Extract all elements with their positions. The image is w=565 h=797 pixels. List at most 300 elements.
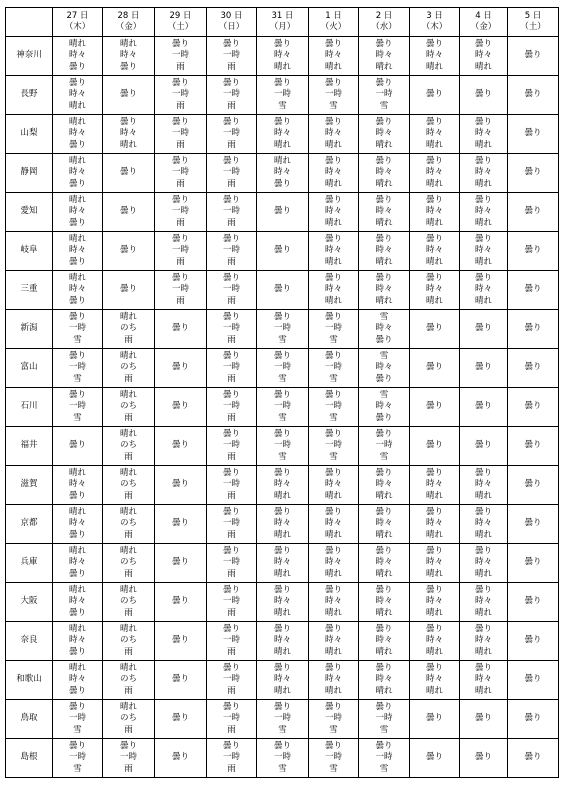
forecast-text: 曇り 一時 雨 [222, 311, 240, 345]
table-row [6, 505, 559, 544]
date-day: 5 日 [524, 10, 542, 21]
prefecture-name: 和歌山 [6, 661, 53, 700]
forecast-text: 曇り [171, 401, 189, 412]
forecast-text: 曇り [68, 440, 86, 451]
forecast-text: 曇り 一時 雪 [273, 389, 291, 423]
forecast-text: 曇り 時々 晴れ [273, 116, 291, 150]
date-day: 28 日 [117, 10, 140, 21]
forecast-cell [309, 505, 359, 544]
forecast-cell [508, 232, 559, 271]
forecast-text: 曇り [425, 362, 443, 373]
forecast-text: 曇り 一時 雪 [375, 77, 393, 111]
forecast-cell [460, 388, 508, 427]
forecast-text: 曇り [474, 401, 492, 412]
forecast-text: 曇り [171, 323, 189, 334]
corner-cell [6, 8, 53, 37]
forecast-cell [103, 622, 155, 661]
date-header-cell [257, 8, 309, 37]
prefecture-name: 神奈川 [6, 37, 53, 76]
forecast-cell [207, 310, 257, 349]
forecast-cell [257, 739, 309, 778]
forecast-text: 曇り 時々 晴れ [324, 584, 342, 618]
table-header [6, 8, 559, 37]
forecast-text: 曇り 時々 晴れ [273, 38, 291, 72]
forecast-text: 晴れ のち 雨 [119, 428, 137, 462]
forecast-cell [410, 505, 460, 544]
forecast-cell [508, 115, 559, 154]
forecast-cell [410, 583, 460, 622]
forecast-cell [207, 193, 257, 232]
forecast-cell [53, 271, 103, 310]
table-row [6, 37, 559, 76]
forecast-cell [207, 700, 257, 739]
forecast-text: 曇り [425, 89, 443, 100]
forecast-cell [53, 583, 103, 622]
forecast-text: 曇り 一時 雨 [222, 233, 240, 267]
forecast-cell [460, 661, 508, 700]
forecast-cell [359, 232, 410, 271]
date-weekday: （水） [371, 22, 397, 32]
forecast-cell [257, 661, 309, 700]
forecast-text: 曇り 一時 雨 [222, 116, 240, 150]
forecast-text: 曇り 一時 雨 [222, 584, 240, 618]
table-row [6, 622, 559, 661]
forecast-cell [410, 76, 460, 115]
forecast-cell [257, 232, 309, 271]
forecast-text: 曇り 一時 雪 [273, 740, 291, 774]
forecast-text: 曇り [119, 167, 137, 178]
forecast-cell [53, 544, 103, 583]
forecast-text: 曇り 一時 雪 [324, 389, 342, 423]
forecast-cell [155, 37, 207, 76]
forecast-cell [155, 310, 207, 349]
table-row [6, 544, 559, 583]
forecast-text: 晴れ 時々 曇り [68, 272, 86, 306]
forecast-text: 曇り [524, 674, 542, 685]
forecast-text: 曇り 一時 雪 [375, 428, 393, 462]
forecast-text: 曇り 時々 晴れ [425, 545, 443, 579]
forecast-cell [508, 466, 559, 505]
forecast-text: 曇り 一時 雨 [222, 350, 240, 384]
forecast-cell [53, 739, 103, 778]
forecast-text: 曇り 時々 晴れ [474, 155, 492, 189]
forecast-cell [460, 232, 508, 271]
forecast-cell [508, 544, 559, 583]
forecast-cell [359, 661, 410, 700]
forecast-cell [257, 37, 309, 76]
forecast-text: 曇り 一時 雨 [222, 77, 240, 111]
forecast-text: 曇り [524, 167, 542, 178]
forecast-text: 曇り 時々 晴れ [375, 662, 393, 696]
forecast-text: 曇り 時々 晴れ [68, 77, 86, 111]
forecast-text: 曇り [524, 401, 542, 412]
weather-forecast-table [5, 7, 559, 778]
forecast-cell [309, 739, 359, 778]
forecast-cell [508, 739, 559, 778]
forecast-cell [460, 271, 508, 310]
forecast-text: 曇り 時々 晴れ [474, 194, 492, 228]
forecast-text: 曇り [474, 440, 492, 451]
forecast-cell [53, 388, 103, 427]
forecast-text: 雪 時々 曇り [375, 350, 393, 384]
forecast-cell [257, 193, 309, 232]
forecast-text: 曇り [524, 323, 542, 334]
forecast-cell [359, 505, 410, 544]
prefecture-name: 京都 [6, 505, 53, 544]
forecast-text: 曇り 時々 晴れ [375, 194, 393, 228]
forecast-cell [410, 466, 460, 505]
forecast-cell [103, 739, 155, 778]
date-day: 2 日 [375, 10, 393, 21]
forecast-text: 曇り 時々 晴れ [324, 233, 342, 267]
forecast-cell [309, 661, 359, 700]
forecast-text: 曇り 一時 雨 [171, 272, 189, 306]
forecast-cell [103, 193, 155, 232]
forecast-text: 曇り 一時 雪 [375, 740, 393, 774]
forecast-text: 晴れ 時々 曇り [119, 38, 137, 72]
forecast-cell [508, 37, 559, 76]
forecast-text: 曇り 時々 晴れ [273, 545, 291, 579]
forecast-text: 曇り 時々 晴れ [375, 623, 393, 657]
forecast-cell [103, 349, 155, 388]
forecast-text: 曇り [425, 323, 443, 334]
forecast-text: 曇り 時々 晴れ [474, 584, 492, 618]
forecast-cell [460, 310, 508, 349]
forecast-text: 曇り 時々 晴れ [375, 116, 393, 150]
prefecture-name: 静岡 [6, 154, 53, 193]
date-header-cell [508, 8, 559, 37]
forecast-cell [410, 661, 460, 700]
prefecture-name: 長野 [6, 76, 53, 115]
forecast-text: 曇り 一時 雨 [222, 428, 240, 462]
forecast-cell [359, 115, 410, 154]
forecast-text: 曇り 時々 晴れ [375, 467, 393, 501]
forecast-text: 曇り 一時 雨 [222, 272, 240, 306]
forecast-text: 晴れ のち 雨 [119, 467, 137, 501]
forecast-text: 曇り 時々 晴れ [474, 662, 492, 696]
forecast-cell [155, 427, 207, 466]
forecast-text: 曇り [524, 635, 542, 646]
forecast-text: 曇り [524, 596, 542, 607]
forecast-cell [508, 193, 559, 232]
date-header-cell [207, 8, 257, 37]
forecast-text: 曇り 時々 晴れ [375, 584, 393, 618]
date-header-cell [309, 8, 359, 37]
forecast-cell [207, 739, 257, 778]
forecast-cell [410, 349, 460, 388]
date-weekday: （木） [64, 22, 91, 32]
forecast-cell [460, 700, 508, 739]
forecast-text: 曇り 時々 晴れ [474, 467, 492, 501]
forecast-cell [53, 76, 103, 115]
forecast-cell [53, 232, 103, 271]
forecast-text: 曇り 時々 晴れ [474, 233, 492, 267]
forecast-text: 曇り [524, 362, 542, 373]
forecast-text: 曇り [524, 518, 542, 529]
forecast-text: 晴れ のち 雨 [119, 584, 137, 618]
forecast-text: 雪 時々 曇り [375, 389, 393, 423]
forecast-text: 曇り 時々 晴れ [375, 545, 393, 579]
forecast-cell [460, 193, 508, 232]
forecast-cell [508, 76, 559, 115]
forecast-text: 曇り 一時 雨 [222, 194, 240, 228]
table-row [6, 154, 559, 193]
forecast-text: 曇り 一時 雨 [171, 233, 189, 267]
forecast-text: 晴れ 時々 曇り [273, 155, 291, 189]
forecast-text: 曇り 一時 雨 [222, 545, 240, 579]
forecast-text: 曇り 時々 晴れ [324, 116, 342, 150]
forecast-text: 曇り 時々 晴れ [425, 584, 443, 618]
forecast-text: 晴れ のち 雨 [119, 350, 137, 384]
forecast-text: 曇り 時々 晴れ [273, 662, 291, 696]
table-body [6, 37, 559, 778]
forecast-cell [53, 349, 103, 388]
forecast-cell [207, 427, 257, 466]
forecast-text: 曇り [171, 713, 189, 724]
forecast-cell [257, 349, 309, 388]
prefecture-name: 滋賀 [6, 466, 53, 505]
forecast-text: 曇り 時々 晴れ [273, 467, 291, 501]
forecast-cell [508, 700, 559, 739]
date-header-cell [359, 8, 410, 37]
forecast-cell [508, 583, 559, 622]
forecast-cell [508, 154, 559, 193]
forecast-cell [359, 349, 410, 388]
forecast-text: 曇り 時々 晴れ [425, 623, 443, 657]
forecast-text: 雪 時々 曇り [375, 311, 393, 345]
forecast-text: 曇り [425, 401, 443, 412]
forecast-cell [207, 583, 257, 622]
forecast-text: 曇り 一時 雪 [324, 701, 342, 735]
forecast-cell [155, 583, 207, 622]
forecast-cell [410, 37, 460, 76]
forecast-text: 曇り 時々 晴れ [273, 623, 291, 657]
forecast-text: 曇り 時々 晴れ [474, 623, 492, 657]
forecast-text: 曇り 一時 雪 [273, 701, 291, 735]
forecast-text: 曇り 一時 雨 [222, 38, 240, 72]
forecast-cell [309, 115, 359, 154]
forecast-text: 曇り [171, 557, 189, 568]
forecast-cell [508, 661, 559, 700]
date-day: 30 日 [220, 10, 243, 21]
forecast-cell [257, 115, 309, 154]
forecast-text: 曇り [524, 206, 542, 217]
forecast-text: 晴れ 時々 曇り [68, 584, 86, 618]
forecast-cell [410, 622, 460, 661]
prefecture-name: 愛知 [6, 193, 53, 232]
date-header-cell [460, 8, 508, 37]
date-weekday: （木） [421, 22, 448, 32]
table-row [6, 466, 559, 505]
forecast-text: 晴れ のち 雨 [119, 389, 137, 423]
date-weekday: （月） [269, 22, 296, 32]
forecast-text: 曇り 時々 晴れ [375, 38, 393, 72]
forecast-text: 晴れ 時々 曇り [68, 662, 86, 696]
forecast-text: 晴れ 時々 曇り [68, 155, 86, 189]
prefecture-name: 大阪 [6, 583, 53, 622]
forecast-cell [103, 700, 155, 739]
date-weekday: （金） [470, 22, 497, 32]
forecast-cell [309, 349, 359, 388]
forecast-text: 曇り [474, 362, 492, 373]
forecast-cell [207, 544, 257, 583]
forecast-text: 曇り [119, 206, 137, 217]
forecast-text: 曇り 時々 晴れ [324, 623, 342, 657]
prefecture-name: 鳥取 [6, 700, 53, 739]
forecast-text: 曇り [171, 518, 189, 529]
table-row [6, 76, 559, 115]
forecast-text: 曇り 一時 雨 [222, 662, 240, 696]
forecast-text: 曇り 時々 晴れ [375, 272, 393, 306]
forecast-cell [103, 388, 155, 427]
forecast-cell [309, 544, 359, 583]
forecast-text: 曇り 一時 雪 [68, 701, 86, 735]
forecast-text: 曇り 一時 雨 [171, 38, 189, 72]
forecast-cell [257, 271, 309, 310]
forecast-cell [155, 739, 207, 778]
forecast-text: 曇り 時々 晴れ [324, 194, 342, 228]
forecast-cell [257, 505, 309, 544]
forecast-cell [359, 271, 410, 310]
forecast-cell [257, 700, 309, 739]
forecast-cell [410, 427, 460, 466]
forecast-cell [460, 622, 508, 661]
forecast-text: 曇り 時々 晴れ [375, 155, 393, 189]
forecast-text: 曇り 一時 雨 [171, 77, 189, 111]
forecast-text: 曇り [474, 323, 492, 334]
prefecture-name: 石川 [6, 388, 53, 427]
forecast-text: 曇り 一時 雪 [324, 740, 342, 774]
forecast-cell [508, 622, 559, 661]
forecast-text: 曇り 時々 晴れ [425, 272, 443, 306]
forecast-text: 曇り 時々 晴れ [425, 662, 443, 696]
forecast-cell [309, 583, 359, 622]
forecast-cell [359, 310, 410, 349]
forecast-cell [257, 388, 309, 427]
forecast-cell [410, 310, 460, 349]
forecast-text: 曇り [273, 284, 291, 295]
forecast-text: 曇り 時々 晴れ [324, 506, 342, 540]
forecast-cell [460, 427, 508, 466]
table-row [6, 661, 559, 700]
date-day: 1 日 [325, 10, 342, 21]
forecast-cell [309, 271, 359, 310]
forecast-text: 曇り 時々 晴れ [425, 467, 443, 501]
forecast-text: 曇り [524, 713, 542, 724]
forecast-text: 晴れ のち 雨 [119, 662, 137, 696]
date-weekday: （土） [520, 22, 546, 32]
forecast-cell [410, 271, 460, 310]
forecast-cell [103, 232, 155, 271]
prefecture-name: 島根 [6, 739, 53, 778]
forecast-cell [309, 700, 359, 739]
table-row [6, 427, 559, 466]
forecast-cell [460, 76, 508, 115]
forecast-text: 曇り 時々 晴れ [474, 272, 492, 306]
forecast-cell [207, 349, 257, 388]
forecast-text: 晴れ 時々 曇り [68, 623, 86, 657]
forecast-text: 曇り 一時 雨 [171, 194, 189, 228]
forecast-cell [359, 583, 410, 622]
forecast-text: 曇り 時々 晴れ [273, 506, 291, 540]
forecast-cell [103, 544, 155, 583]
date-day: 4 日 [475, 10, 492, 21]
forecast-text: 曇り 一時 雨 [222, 389, 240, 423]
forecast-text: 曇り 時々 晴れ [474, 545, 492, 579]
forecast-cell [460, 37, 508, 76]
date-day: 3 日 [426, 10, 443, 21]
forecast-text: 曇り 時々 晴れ [474, 38, 492, 72]
forecast-cell [359, 37, 410, 76]
forecast-cell [207, 76, 257, 115]
forecast-cell [359, 388, 410, 427]
forecast-cell [53, 661, 103, 700]
forecast-text: 曇り 時々 晴れ [425, 233, 443, 267]
prefecture-name: 富山 [6, 349, 53, 388]
forecast-text: 曇り 一時 雨 [222, 467, 240, 501]
forecast-cell [410, 388, 460, 427]
forecast-text: 曇り [171, 479, 189, 490]
table-row [6, 310, 559, 349]
forecast-cell [359, 193, 410, 232]
forecast-cell [508, 310, 559, 349]
forecast-text: 曇り 時々 晴れ [375, 506, 393, 540]
forecast-text: 曇り 一時 雨 [222, 701, 240, 735]
forecast-text: 曇り 一時 雪 [68, 740, 86, 774]
forecast-text: 曇り 時々 晴れ [425, 194, 443, 228]
forecast-cell [155, 388, 207, 427]
date-day: 27 日 [66, 10, 89, 21]
forecast-text: 曇り 一時 雨 [171, 155, 189, 189]
forecast-cell [53, 427, 103, 466]
forecast-cell [207, 622, 257, 661]
prefecture-name: 福井 [6, 427, 53, 466]
forecast-cell [257, 544, 309, 583]
forecast-cell [410, 232, 460, 271]
forecast-text: 曇り [171, 752, 189, 763]
table-row [6, 388, 559, 427]
forecast-cell [103, 37, 155, 76]
forecast-cell [309, 154, 359, 193]
forecast-cell [309, 193, 359, 232]
forecast-text: 曇り 時々 晴れ [273, 584, 291, 618]
forecast-cell [103, 154, 155, 193]
forecast-cell [103, 310, 155, 349]
forecast-text: 晴れ のち 雨 [119, 506, 137, 540]
forecast-cell [309, 466, 359, 505]
forecast-cell [508, 427, 559, 466]
forecast-text: 曇り 一時 雪 [273, 428, 291, 462]
forecast-text: 曇り [119, 245, 137, 256]
forecast-text: 曇り [524, 440, 542, 451]
forecast-text: 曇り [474, 752, 492, 763]
forecast-cell [410, 544, 460, 583]
date-header-cell [155, 8, 207, 37]
forecast-cell [207, 232, 257, 271]
forecast-text: 曇り 一時 雪 [273, 350, 291, 384]
forecast-text: 晴れ 時々 曇り [68, 194, 86, 228]
forecast-text: 曇り [524, 752, 542, 763]
forecast-cell [53, 193, 103, 232]
forecast-cell [410, 193, 460, 232]
forecast-cell [103, 76, 155, 115]
forecast-cell [460, 349, 508, 388]
forecast-cell [207, 154, 257, 193]
forecast-cell [53, 466, 103, 505]
forecast-cell [103, 661, 155, 700]
forecast-cell [207, 115, 257, 154]
forecast-cell [155, 544, 207, 583]
